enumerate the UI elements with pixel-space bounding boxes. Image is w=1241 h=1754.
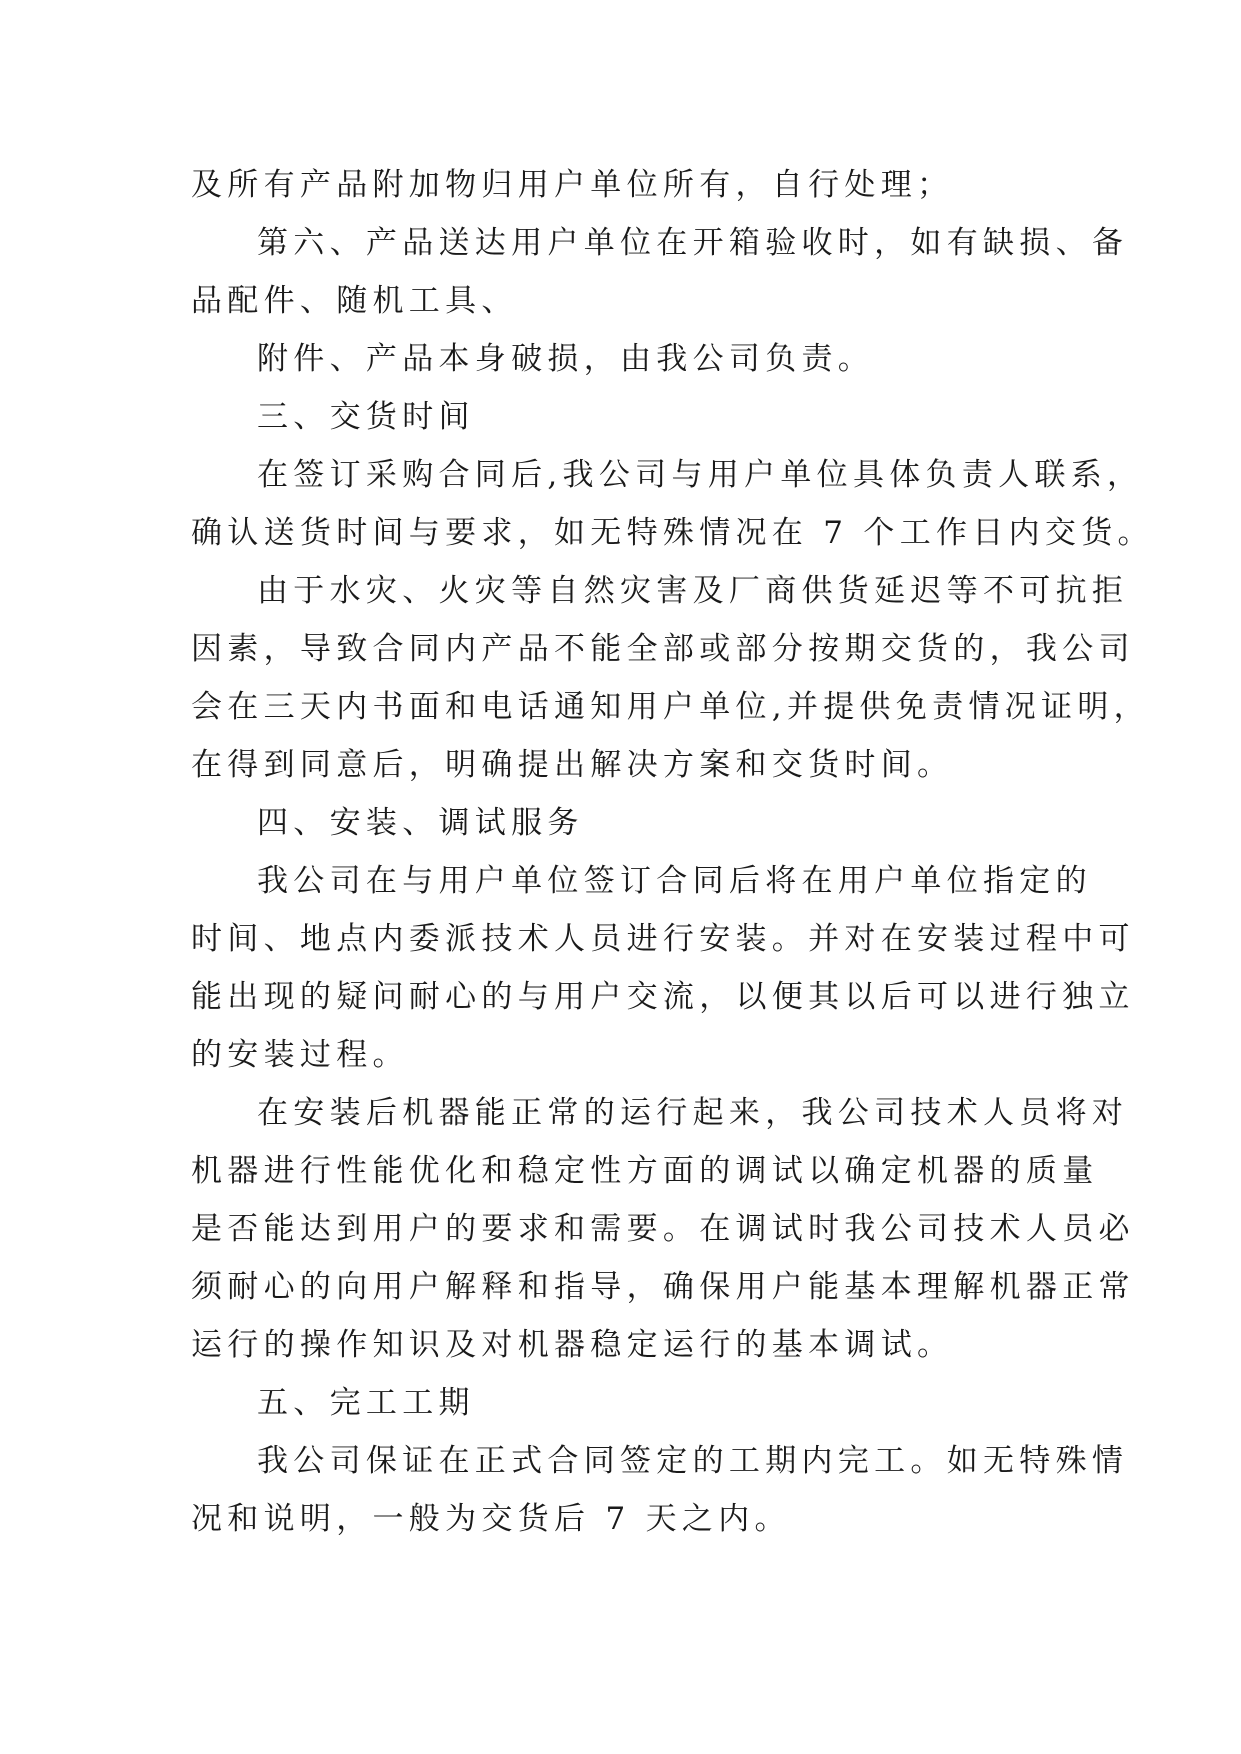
- text-line: 在安装后机器能正常的运行起来，我公司技术人员将对: [257, 1095, 1129, 1131]
- text-line: 时间、地点内委派技术人员进行安装。并对在安装过程中可: [191, 921, 1135, 957]
- text-line: 确认送货时间与要求，如无特殊情况在 7 个工作日内交货。: [191, 515, 1154, 551]
- section-heading: 三、交货时间: [257, 399, 475, 435]
- document-body: [191, 156, 1154, 1548]
- text-line: 及所有产品附加物归用户单位所有，自行处理；: [191, 167, 954, 203]
- text-line: 况和说明，一般为交货后 7 天之内。: [191, 1501, 791, 1537]
- text-line: 机器进行性能优化和稳定性方面的调试以确定机器的质量: [191, 1153, 1099, 1189]
- text-line: 的安装过程。: [191, 1037, 409, 1073]
- text-line: 我公司在与用户单位签订合同后将在用户单位指定的: [257, 863, 1092, 899]
- text-line: 在得到同意后，明确提出解决方案和交货时间。: [191, 747, 954, 783]
- text-line: 是否能达到用户的要求和需要。在调试时我公司技术人员必: [191, 1211, 1135, 1247]
- text-line: 附件、产品本身破损，由我公司负责。: [257, 341, 875, 377]
- text-line: 品配件、随机工具、: [191, 283, 518, 319]
- text-line: 在签订采购合同后,我公司与用户单位具体负责人联系，: [257, 457, 1144, 493]
- text-line: 因素，导致合同内产品不能全部或部分按期交货的，我公司: [191, 631, 1135, 667]
- section-heading: 五、完工工期: [257, 1385, 475, 1421]
- text-line: 能出现的疑问耐心的与用户交流，以便其以后可以进行独立: [191, 979, 1135, 1015]
- text-line: 须耐心的向用户解释和指导，确保用户能基本理解机器正常: [191, 1269, 1135, 1305]
- text-line: 第六、产品送达用户单位在开箱验收时，如有缺损、备: [257, 225, 1129, 261]
- section-heading: 四、安装、调试服务: [257, 805, 584, 841]
- text-line: 会在三天内书面和电话通知用户单位,并提供免责情况证明，: [191, 689, 1150, 725]
- text-line: 我公司保证在正式合同签定的工期内完工。如无特殊情: [257, 1443, 1129, 1479]
- text-line: 运行的操作知识及对机器稳定运行的基本调试。: [191, 1327, 954, 1363]
- text-line: 由于水灾、火灾等自然灾害及厂商供货延迟等不可抗拒: [257, 573, 1129, 609]
